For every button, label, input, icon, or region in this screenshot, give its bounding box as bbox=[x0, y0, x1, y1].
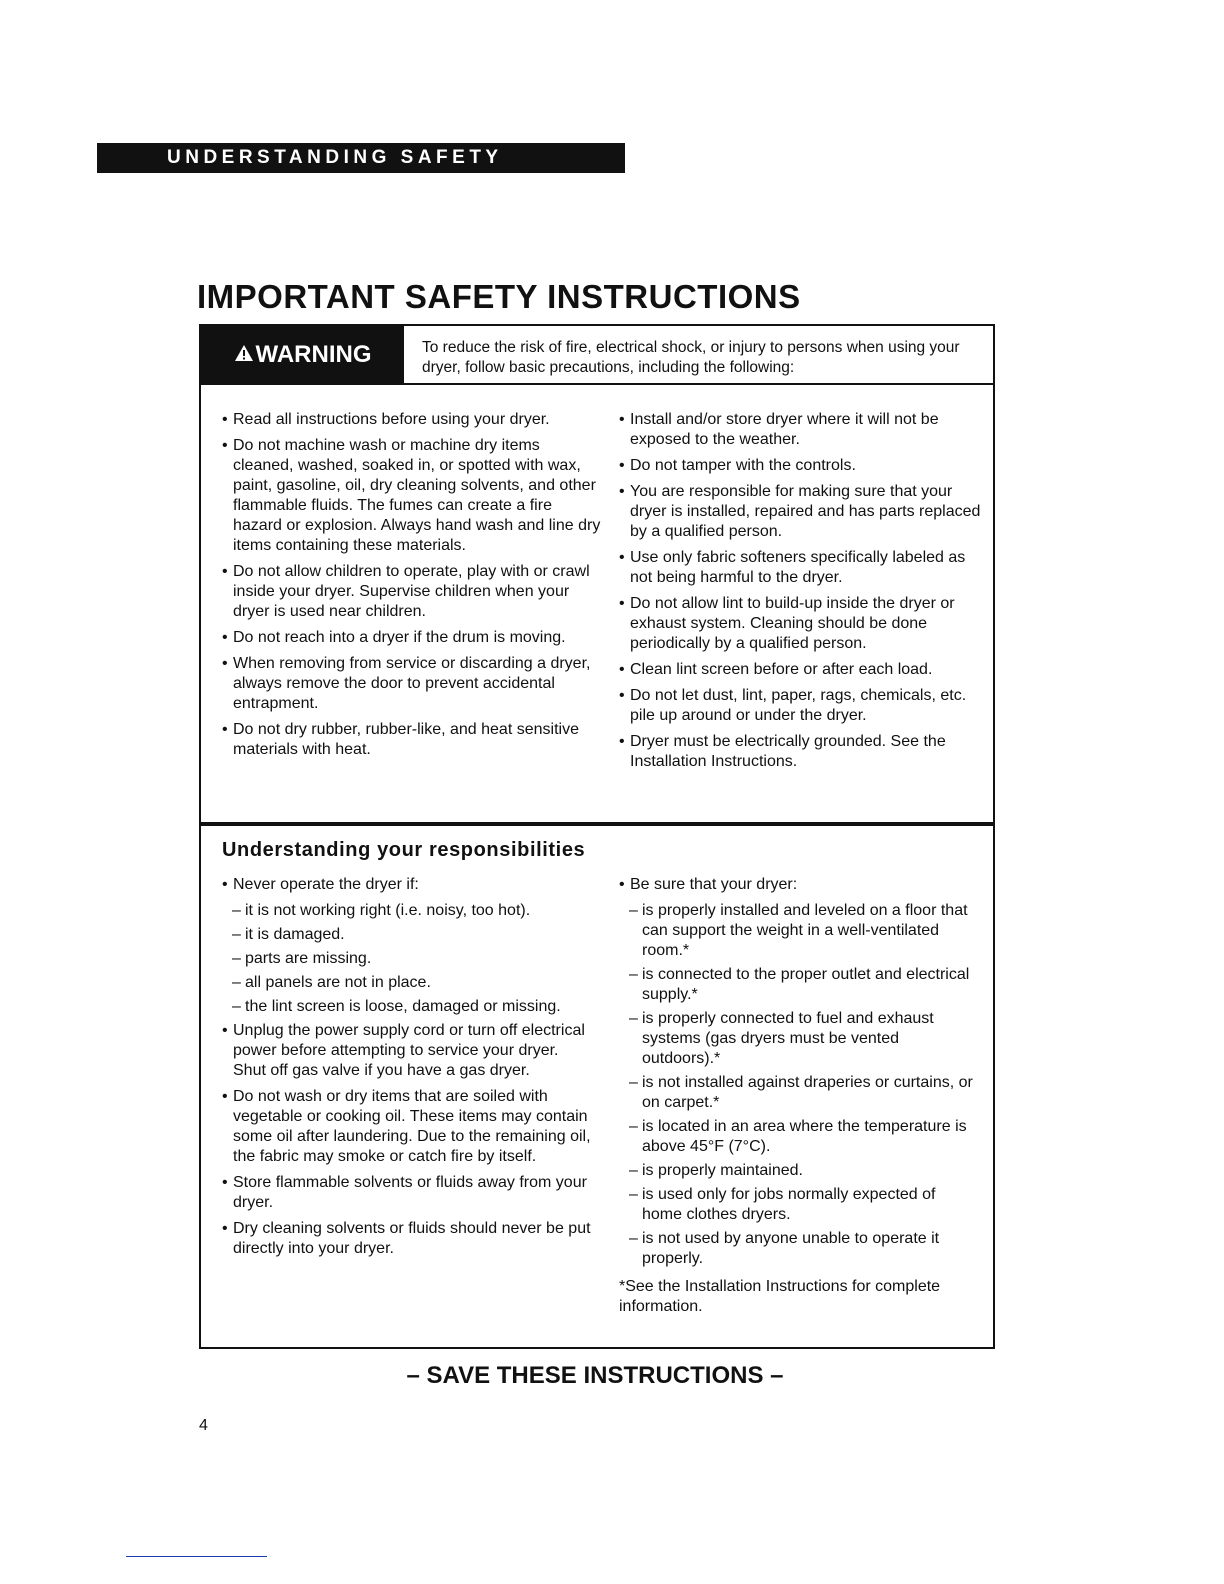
footnote: *See the Installation Instructions for complete information. bbox=[619, 1278, 941, 1315]
warning-item: • Clean lint screen before or after each load. bbox=[619, 660, 989, 680]
responsibilities-box bbox=[199, 822, 995, 1349]
warning-item: • Do not allow children to operate, play with or crawl inside your dryer. Supervise children when your dryer is used near children. bbox=[222, 562, 602, 622]
warning-item: • Do not machine wash or machine dry items cleaned, washed, soaked in, or spotted with wax, paint, gasoline, oil, dry cleaning solvents, and other flammable fluids. The fumes can create a fire hazard or explosion. Always hand wash and line dry items containing these materials. bbox=[222, 436, 602, 556]
never-operate-item: • Never operate the dryer if: bbox=[222, 875, 592, 895]
never-operate-subitem: – parts are missing. bbox=[222, 949, 592, 969]
never-operate-subitem: – it is damaged. bbox=[222, 925, 592, 945]
section-header-bar bbox=[97, 143, 625, 173]
be-sure-subitem: – is properly connected to fuel and exhaust systems (gas dryers must be vented outdoors).* bbox=[619, 1009, 979, 1069]
warning-badge bbox=[201, 326, 404, 383]
warning-box bbox=[199, 324, 995, 826]
be-sure-subitem: – is not installed against draperies or curtains, or on carpet.* bbox=[619, 1073, 979, 1113]
be-sure-subitem: – is properly maintained. bbox=[619, 1161, 979, 1181]
warning-left-column bbox=[222, 410, 602, 766]
responsibilities-left-column bbox=[222, 875, 592, 1265]
be-sure-subitem: – is connected to the proper outlet and electrical supply.* bbox=[619, 965, 979, 1005]
responsibility-item: • Do not wash or dry items that are soiled with vegetable or cooking oil. These items may contain some oil after laundering. Due to the remaining oil, the fabric may smoke or catch fire by itself. bbox=[222, 1087, 592, 1167]
warning-item: • Do not tamper with the controls. bbox=[619, 456, 989, 476]
warning-item: • You are responsible for making sure that your dryer is installed, repaired and has parts replaced by a qualified person. bbox=[619, 482, 989, 542]
page-title: IMPORTANT SAFETY INSTRUCTIONS bbox=[197, 278, 801, 315]
responsibilities-right-column bbox=[619, 875, 979, 1317]
responsibilities-heading: Understanding your responsibilities bbox=[222, 839, 586, 861]
warning-item: • Install and/or store dryer where it will not be exposed to the weather. bbox=[619, 410, 989, 450]
responsibility-item: • Store flammable solvents or fluids away from your dryer. bbox=[222, 1173, 592, 1213]
warning-item: • Read all instructions before using your dryer. bbox=[222, 410, 602, 430]
bottom-rule bbox=[126, 1556, 267, 1557]
save-instructions-line: – SAVE THESE INSTRUCTIONS – bbox=[406, 1362, 784, 1389]
be-sure-subitem: – is properly installed and leveled on a floor that can support the weight in a well-ventilated room.* bbox=[619, 901, 979, 961]
warning-item: • Do not dry rubber, rubber-like, and heat sensitive materials with heat. bbox=[222, 720, 602, 760]
warning-item: • Dryer must be electrically grounded. See the Installation Instructions. bbox=[619, 732, 989, 772]
warning-item: • Do not let dust, lint, paper, rags, chemicals, etc. pile up around or under the dryer. bbox=[619, 686, 989, 726]
be-sure-subitem: – is located in an area where the temperature is above 45°F (7°C). bbox=[619, 1117, 979, 1157]
never-operate-subitem: – the lint screen is loose, damaged or missing. bbox=[222, 997, 592, 1017]
page-number: 4 bbox=[199, 1417, 208, 1434]
be-sure-subitem: – is not used by anyone unable to operate it properly. bbox=[619, 1229, 979, 1269]
warning-header bbox=[201, 326, 993, 385]
never-operate-list bbox=[222, 901, 592, 1017]
be-sure-list bbox=[619, 901, 979, 1269]
warning-item: • When removing from service or discarding a dryer, always remove the door to prevent accidental entrapment. bbox=[222, 654, 602, 714]
warning-item: • Do not reach into a dryer if the drum is moving. bbox=[222, 628, 602, 648]
warning-item: • Do not allow lint to build-up inside the dryer or exhaust system. Cleaning should be done periodically by a qualified person. bbox=[619, 594, 989, 654]
warning-label: WARNING bbox=[255, 340, 372, 368]
warning-right-column bbox=[619, 410, 989, 778]
section-label: UNDERSTANDING SAFETY bbox=[167, 147, 503, 168]
never-operate-subitem: – all panels are not in place. bbox=[222, 973, 592, 993]
warning-item: • Use only fabric softeners specifically labeled as not being harmful to the dryer. bbox=[619, 548, 989, 588]
warning-intro: To reduce the risk of fire, electrical shock, or injury to persons when using your dryer, follow basic precautions, including the following: bbox=[422, 339, 960, 376]
warning-triangle-icon bbox=[234, 342, 254, 368]
responsibility-item: • Dry cleaning solvents or fluids should never be put directly into your dryer. bbox=[222, 1219, 592, 1259]
be-sure-item: • Be sure that your dryer: bbox=[619, 875, 979, 895]
never-operate-subitem: – it is not working right (i.e. noisy, too hot). bbox=[222, 901, 592, 921]
responsibility-item: • Unplug the power supply cord or turn off electrical power before attempting to service your dryer. Shut off gas valve if you have a gas dryer. bbox=[222, 1021, 592, 1081]
be-sure-subitem: – is used only for jobs normally expected of home clothes dryers. bbox=[619, 1185, 979, 1225]
